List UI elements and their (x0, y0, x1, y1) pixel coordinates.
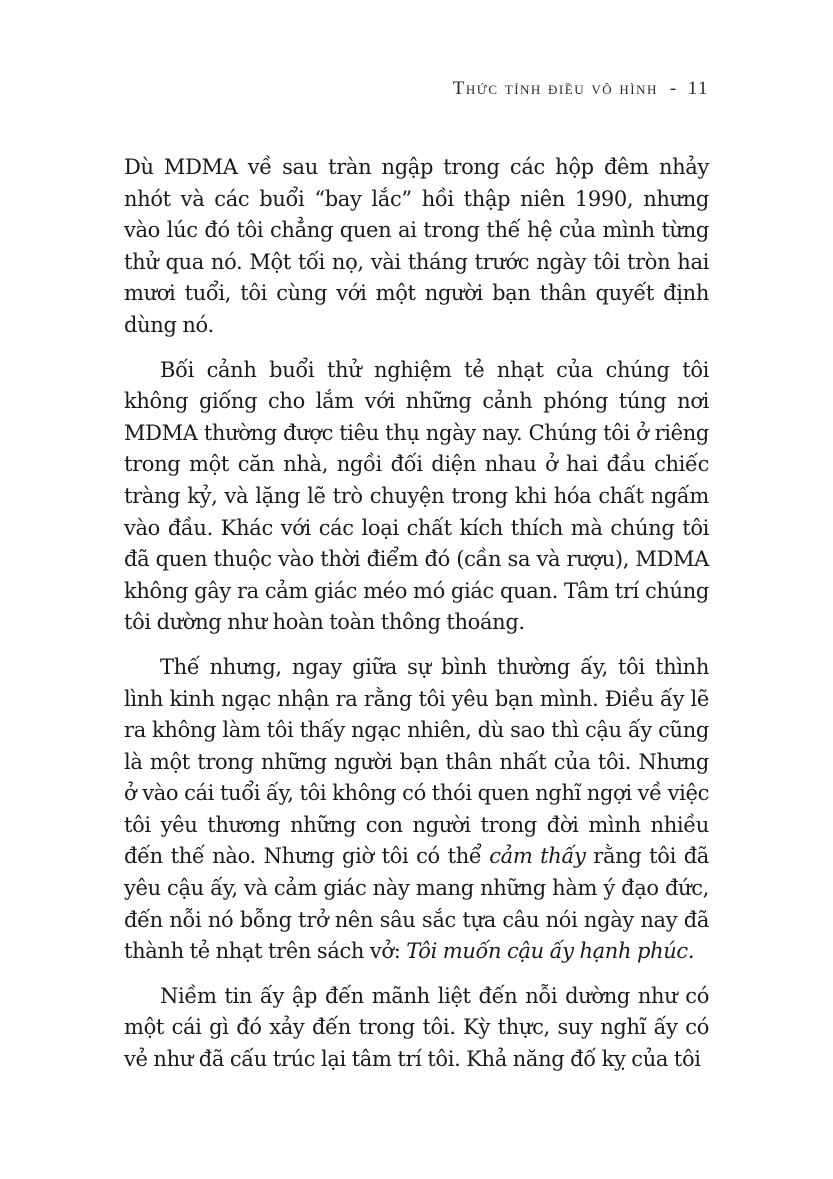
running-header-separator: - (669, 78, 678, 99)
paragraph (124, 152, 709, 342)
body-text (124, 152, 709, 1076)
italic-emphasis: cảm thấy (489, 844, 586, 869)
paragraph (124, 355, 709, 639)
page-number: 11 (687, 78, 709, 99)
text-run: Niềm tin ấy ập đến mãnh liệt đến nỗi dường như có một cái gì đó xảy đến trong tôi. Kỳ thực, suy nghĩ ấy có vẻ như đã cấu trúc lại tâm trí tôi. Khả năng đố kỵ của tôi (124, 983, 709, 1072)
running-header-title: Thức tỉnh điều vô hình (452, 78, 658, 99)
paragraph (124, 981, 709, 1076)
paragraph (124, 652, 709, 968)
italic-quote: Tôi muốn cậu ấy hạnh phúc. (406, 939, 695, 964)
text-run: Dù MDMA về sau tràn ngập trong các hộp đêm nhảy nhót và các buổi “bay lắc” hồi thập niên 1990, nhưng vào lúc đó tôi chẳng quen ai trong thế hệ của mình từng thử qua nó. Một tối nọ, vài tháng trước ngày tôi tròn hai mươi tuổi, tôi cùng với một người bạn thân quyết định dùng nó. (124, 155, 709, 337)
text-run: Bối cảnh buổi thử nghiệm tẻ nhạt của chúng tôi không giống cho lắm với những cảnh phóng túng nơi MDMA thường được tiêu thụ ngày nay. Chúng tôi ở riêng trong một căn nhà, ngồi đối diện nhau ở hai đầu chiếc tràng kỷ, và lặng lẽ trò chuyện trong khi hóa chất ngấm vào đầu. Khác với các loại chất kích thích mà chúng tôi đã quen thuộc vào thời điểm đó (cần sa và rượu), MDMA không gây ra cảm giác méo mó giác quan. Tâm trí chúng tôi dường như hoàn toàn thông thoáng. (124, 357, 709, 635)
running-header (453, 78, 709, 100)
text-run: Thế nhưng, ngay giữa sự bình thường ấy, tôi thình lình kinh ngạc nhận ra rằng tôi yêu bạn mình. Điều ấy lẽ ra không làm tôi thấy ngạc nhiên, dù sao thì cậu ấy cũng là một trong những người bạn thân nhất của tôi. Nhưng ở vào cái tuổi ấy, tôi không có thói quen nghĩ ngợi về việc tôi yêu thương những con người trong đời mình nhiều đến thế nào. Nhưng giờ tôi có thể (124, 654, 709, 869)
text-run: rằng tôi đã yêu cậu ấy, và cảm giác này mang những hàm ý đạo đức, đến nỗi nó bỗng trở nên sâu sắc tựa câu nói ngày nay đã thành tẻ nhạt trên sách vở: (124, 844, 709, 964)
